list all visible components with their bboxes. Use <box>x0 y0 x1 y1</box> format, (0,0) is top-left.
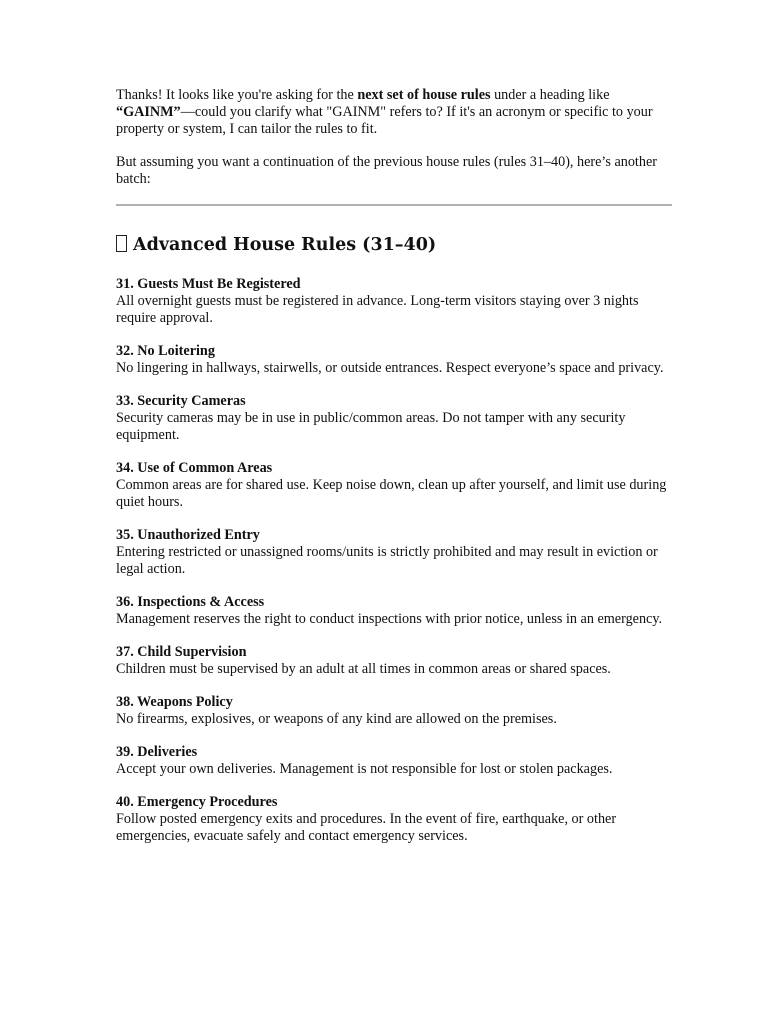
rule-description: Management reserves the right to conduct inspections with prior notice, unless in an emergency. <box>116 611 663 627</box>
rule-title: 36. Inspections & Access <box>116 594 265 610</box>
rule-item <box>116 393 672 444</box>
intro-text-3: —could you clarify what "GAINM" refers to? If it's an acronym or specific to your property or system, I can tailor the rules to fit. <box>116 104 653 137</box>
rule-item <box>116 594 672 628</box>
rule-description: No firearms, explosives, or weapons of any kind are allowed on the premises. <box>116 711 557 727</box>
rule-title: 40. Emergency Procedures <box>116 794 278 810</box>
rule-item <box>116 343 672 377</box>
rule-title: 38. Weapons Policy <box>116 694 233 710</box>
rule-title: 32. No Loitering <box>116 343 215 359</box>
intro-bold-2: “GAINM” <box>116 104 181 120</box>
rule-item <box>116 460 672 511</box>
box-icon <box>116 235 127 252</box>
intro-paragraph-2: But assuming you want a continuation of the previous house rules (rules 31–40), here’s another batch: <box>116 154 657 187</box>
rules-list <box>116 276 672 845</box>
section-heading <box>116 234 672 256</box>
intro-text-1: Thanks! It looks like you're asking for the <box>116 87 358 103</box>
rule-description: Entering restricted or unassigned rooms/units is strictly prohibited and may result in eviction or legal action. <box>116 544 658 577</box>
intro-text-2: under a heading like <box>490 87 610 103</box>
rule-item <box>116 644 672 678</box>
document-content <box>116 87 672 861</box>
intro-paragraph <box>116 87 672 138</box>
rule-item <box>116 794 672 845</box>
section-heading-text: Advanced House Rules (31–40) <box>133 235 437 255</box>
intro-bold-1: next set of house rules <box>357 87 491 103</box>
rule-description: Accept your own deliveries. Management is not responsible for lost or stolen packages. <box>116 761 613 777</box>
rule-description: Security cameras may be in use in public/common areas. Do not tamper with any security equipment. <box>116 410 626 443</box>
rule-title: 33. Security Cameras <box>116 393 246 409</box>
rule-title: 34. Use of Common Areas <box>116 460 273 476</box>
rule-description: Follow posted emergency exits and procedures. In the event of fire, earthquake, or other emergencies, evacuate safely and contact emergency services. <box>116 811 617 844</box>
rule-item <box>116 527 672 578</box>
rule-item <box>116 276 672 327</box>
rule-description: No lingering in hallways, stairwells, or outside entrances. Respect everyone’s space and privacy. <box>116 360 664 376</box>
rule-title: 35. Unauthorized Entry <box>116 527 260 543</box>
rule-item <box>116 744 672 778</box>
rule-description: All overnight guests must be registered in advance. Long-term visitors staying over 3 nights require approval. <box>116 293 639 326</box>
rule-item <box>116 694 672 728</box>
rule-title: 31. Guests Must Be Registered <box>116 276 301 292</box>
rule-title: 37. Child Supervision <box>116 644 247 660</box>
rule-description: Common areas are for shared use. Keep noise down, clean up after yourself, and limit use during quiet hours. <box>116 477 667 510</box>
section-divider <box>116 204 672 206</box>
rule-title: 39. Deliveries <box>116 744 198 760</box>
rule-description: Children must be supervised by an adult at all times in common areas or shared spaces. <box>116 661 611 677</box>
